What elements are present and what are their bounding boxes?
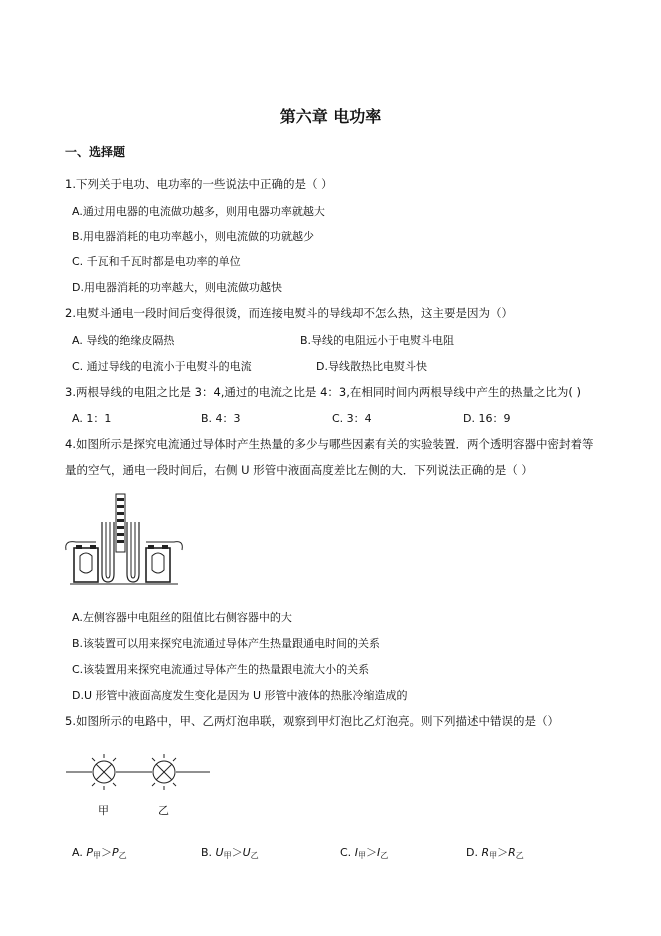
question-4-stem-line-2: 量的空气，通电一段时间后，右侧 U 形管中液面高度差比左侧的大．下列说法正确的是（ ） [65, 463, 533, 477]
question-3-option-c: C. 3：4 [332, 412, 372, 425]
question-4-option-c: C.该装置用来探究电流通过导体产生的热量跟电流大小的关系 [72, 663, 370, 676]
lamp-jia-icon [92, 754, 116, 790]
section-heading: 一、选择题 [65, 145, 126, 159]
question-4-option-d: D.U 形管中液面高度发生变化是因为 U 形管中液体的热胀冷缩造成的 [72, 689, 408, 702]
question-2-option-d: D.导线散热比电熨斗快 [316, 360, 427, 373]
lamp-yi-icon [152, 754, 176, 790]
question-1-option-d: D.用电器消耗的功率越大，则电流做功越快 [72, 281, 282, 294]
question-3-option-a: A. 1：1 [72, 412, 112, 425]
page-title: 第六章 电功率 [279, 107, 382, 126]
lamp-yi-label: 乙 [158, 804, 169, 817]
question-5-option-b: B. $U_甲>U_乙$ [201, 846, 259, 860]
question-3-stem: 3.两根导线的电阻之比是 3：4,通过的电流之比是 4：3,在相同时间内两根导线中产生的热量之比为( ) [65, 385, 581, 399]
question-1-option-b: B.用电器消耗的电功率越小，则电流做的功就越少 [72, 230, 315, 243]
question-2-option-b: B.导线的电阻远小于电熨斗电阻 [300, 334, 455, 347]
lamp-jia-label: 甲 [98, 804, 109, 817]
question-2-stem: 2.电熨斗通电一段时间后变得很烫，而连接电熨斗的导线却不怎么热，这主要是因为（） [65, 306, 513, 320]
heating-apparatus-figure [62, 492, 187, 592]
question-1-stem: 1.下列关于电功、电功率的一些说法中正确的是（ ） [65, 177, 333, 191]
question-4-option-a: A.左侧容器中电阻丝的阻值比右侧容器中的大 [72, 611, 292, 624]
question-3-option-d: D. 16：9 [463, 412, 511, 425]
question-2-option-c: C. 通过导线的电流小于电熨斗的电流 [72, 360, 252, 373]
question-1-option-a: A.通过用电器的电流做功越多，则用电器功率就越大 [72, 205, 325, 218]
question-5-option-d: D. $R_甲>R_乙$ [466, 846, 524, 860]
question-5-option-c: C. $I_甲>I_乙$ [340, 846, 389, 860]
question-3-option-b: B. 4：3 [201, 412, 241, 425]
question-4-option-b: B.该装置可以用来探究电流通过导体产生热量跟通电时间的关系 [72, 637, 381, 650]
question-1-option-c: C. 千瓦和千瓦时都是电功率的单位 [72, 255, 241, 268]
series-lamp-circuit-figure [64, 752, 214, 792]
question-5-stem: 5.如图所示的电路中，甲、乙两灯泡串联，观察到甲灯泡比乙灯泡亮。则下列描述中错误的是（） [65, 714, 559, 728]
question-5-option-a: A. $P_甲>P_乙$ [72, 846, 127, 860]
question-2-option-a: A. 导线的绝缘皮隔热 [72, 334, 175, 347]
question-4-stem-line-1: 4.如图所示是探究电流通过导体时产生热量的多少与哪些因素有关的实验装置．两个透明容器中密封着等 [65, 437, 594, 451]
